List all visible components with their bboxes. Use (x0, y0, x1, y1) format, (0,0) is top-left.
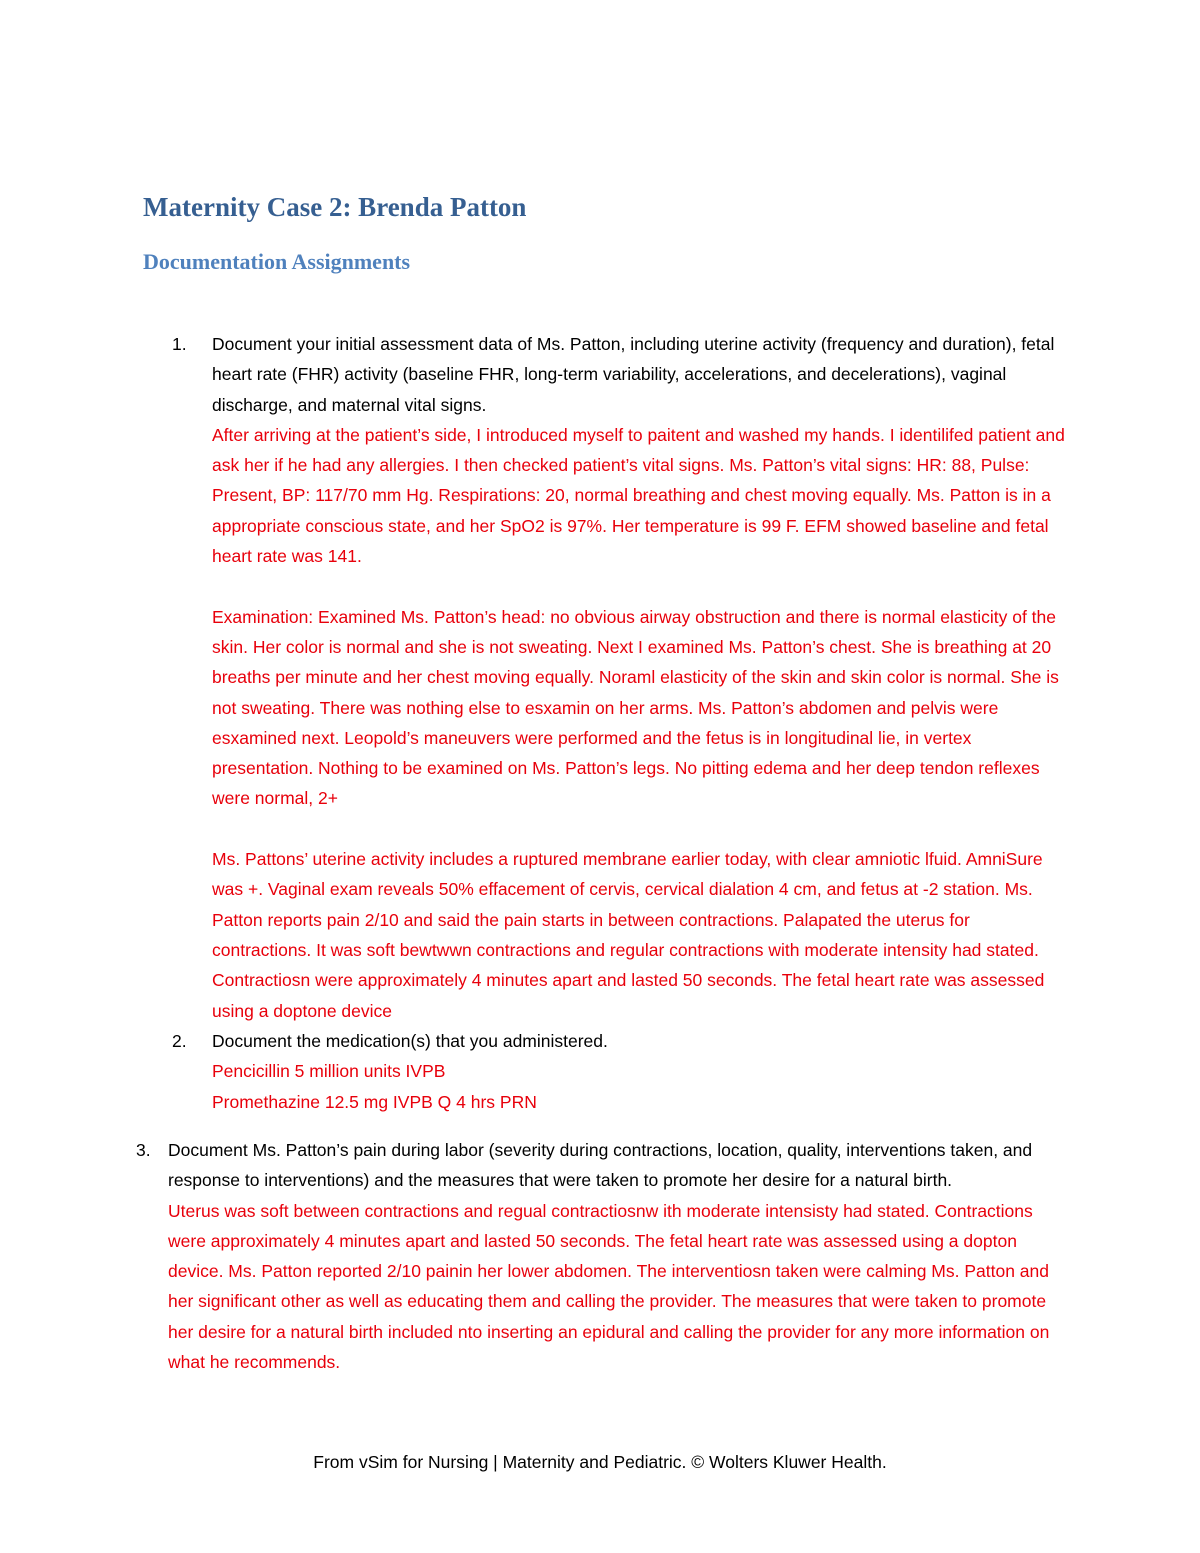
assignment-item-1 (172, 329, 1068, 1026)
paragraph-spacer (212, 814, 1068, 844)
item-number: 1. (172, 334, 187, 354)
item-answer-line: Promethazine 12.5 mg IVPB Q 4 hrs PRN (212, 1091, 537, 1112)
page-footer: From vSim for Nursing | Maternity and Pediatric. © Wolters Kluwer Health. (313, 1452, 887, 1472)
item-number: 3. (136, 1140, 151, 1160)
paragraph-spacer (212, 571, 1068, 601)
item-question: Document the medication(s) that you administered. (212, 1031, 608, 1051)
item-answer-line: Pencicillin 5 million units IVPB (212, 1061, 446, 1082)
document-title: Maternity Case 2: Brenda Patton (143, 192, 527, 222)
assignment-item-3 (136, 1135, 1068, 1377)
item-question: Document your initial assessment data of Ms. Patton, including uterine activity (frequency and duration), fetal heart rate (FHR) activity (baseline FHR, long-term variability, accelerations, and decelerations), vaginal discharge, and maternal vital signs. (212, 334, 1055, 415)
assignment-item-2 (172, 1026, 1068, 1117)
item-answer-paragraph: After arriving at the patient’s side, I introduced myself to paitent and washed my hands. I identilifed patient and ask her if he had any allergies. I then checked patient’s vital signs. Ms. Patton’s vital signs: HR: 88, Pulse: Present, BP: 117/70 mm Hg. Respirations: 20, normal breathing and chest moving equally. Ms. Patton is in a appropriate conscious state, and her SpO2 is 97%. Her temperature is 99 F. EFM showed baseline and fetal heart rate was 141. (212, 424, 1065, 567)
document-subtitle: Documentation Assignments (143, 249, 411, 274)
item-number: 2. (172, 1031, 187, 1051)
item-answer: Uterus was soft between contractions and regual contractiosnw ith moderate intensisty had stated. Contractions were approximately 4 minutes apart and lasted 50 seconds. The fetal heart rate was assessed using a dopton device. Ms. Patton reported 2/10 painin her lower abdomen. The interventiosn taken were calming Ms. Patton and her significant other as well as educating them and calling the provider. The measures that were taken to promote her desire for a natural birth included nto inserting an epidural and calling the provider for any more information on what he recommends. (168, 1200, 1050, 1373)
item-answer-paragraph: Examination: Examined Ms. Patton’s head: no obvious airway obstruction and there is normal elasticity of the skin. Her color is normal and she is not sweating. Next I examined Ms. Patton’s chest. She is breathing at 20 breaths per minute and her chest moving equally. Noraml elasticity of the skin and skin color is normal. She is not sweating. There was nothing else to esxamin on her arms. Ms. Patton’s abdomen and pelvis were esxamined next. Leopold’s maneuvers were performed and the fetus is in longitudinal lie, in vertex presentation. Nothing to be examined on Ms. Patton’s legs. No pitting edema and her deep tendon reflexes were normal, 2+ (212, 606, 1059, 809)
item-question: Document Ms. Patton’s pain during labor (severity during contractions, location, quality, interventions taken, and response to interventions) and the measures that were taken to promote her desire for a natural birth. (168, 1140, 1033, 1191)
item-answer-paragraph: Ms. Pattons’ uterine activity includes a ruptured membrane earlier today, with clear amniotic lfuid. AmniSure was +. Vaginal exam reveals 50% effacement of cervis, cervical dialation 4 cm, and fetus at -2 station. Ms. Patton reports pain 2/10 and said the pain starts in between contractions. Palapated the uterus for contractions. It was soft bewtwwn contractions and regular contractions with moderate intensity had stated. Contractiosn were approximately 4 minutes apart and lasted 50 seconds. The fetal heart rate was assessed using a doptone device (212, 849, 1045, 1021)
